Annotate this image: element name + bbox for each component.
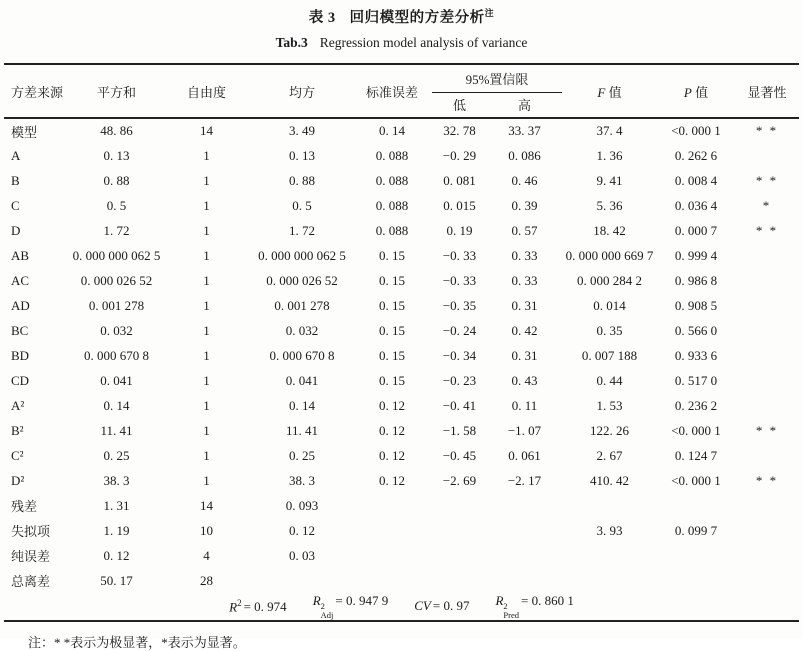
cell-std-err: 0. 15: [379, 297, 405, 313]
cell-df: 1: [203, 247, 210, 263]
cell-significance: * *: [755, 472, 779, 488]
cell-ci-low: −0. 29: [442, 147, 477, 163]
cell-df: 14: [200, 497, 213, 513]
header-ci-high: 高: [517, 98, 531, 114]
cell-ci-low: −0. 35: [442, 297, 477, 313]
cell-ci-high: [487, 543, 562, 568]
cell-mean-sq: 3. 49: [289, 123, 315, 138]
model-fit-stats-row: [4, 593, 799, 621]
cell-source: D: [11, 222, 21, 238]
cell-p-value: 0. 008 4: [674, 172, 718, 188]
cell-sum-sq: 0. 13: [103, 147, 130, 163]
cell-sum-sq: 0. 001 278: [88, 297, 145, 313]
cell-significance: [735, 318, 799, 343]
cell-ci-high: [487, 493, 562, 518]
cell-f-value: 0. 000 000 669 7: [565, 247, 654, 263]
header-significance: 显著性: [747, 84, 787, 100]
cell-sum-sq: 11. 41: [100, 422, 133, 438]
cell-f-value: 122. 26: [590, 422, 629, 438]
cell-ci-low: [432, 493, 487, 518]
cell-ci-low: [432, 543, 487, 568]
cell-ci-high: 0. 33: [511, 272, 538, 288]
cell-std-err: [352, 543, 432, 568]
cell-f-value: [562, 568, 657, 593]
cell-ci-low: [432, 518, 487, 543]
table-row: [4, 193, 799, 218]
table-header: [4, 64, 799, 118]
cell-significance: [735, 343, 799, 368]
cell-ci-low: −0. 33: [442, 272, 477, 288]
cell-f-value: [562, 493, 657, 518]
cell-df: 1: [203, 472, 210, 488]
header-f-value: [562, 64, 657, 118]
cell-ci-low: 32. 78: [443, 123, 476, 138]
cell-ci-low: 0. 081: [443, 172, 476, 188]
table-title-zh: [0, 0, 803, 27]
cell-std-err: 0. 12: [379, 447, 405, 463]
table-row: [4, 543, 799, 568]
cell-ci-low: [432, 568, 487, 593]
cell-significance: [735, 143, 799, 168]
cell-f-value: 1. 36: [596, 147, 623, 163]
cell-significance: [735, 568, 799, 593]
cell-f-value: 37. 4: [596, 123, 623, 138]
cell-significance: * *: [755, 172, 779, 188]
table-row: [4, 293, 799, 318]
cell-std-err: 0. 15: [379, 322, 405, 338]
cell-significance: *: [762, 197, 772, 213]
cell-df: 1: [203, 397, 210, 413]
cell-ci-low: 0. 015: [443, 197, 476, 213]
cell-std-err: [352, 568, 432, 593]
cell-p-value: [657, 493, 735, 518]
cell-std-err: 0. 12: [379, 397, 405, 413]
cell-source: D²: [11, 472, 25, 488]
cell-source: 失拟项: [11, 524, 51, 539]
table-footer: [4, 593, 799, 621]
table-number-zh: 表 3: [308, 10, 336, 26]
cell-f-value: 5. 36: [596, 197, 623, 213]
cell-p-value: 0. 236 2: [674, 397, 718, 413]
cell-p-value: 0. 999 4: [674, 247, 718, 263]
cell-p-value: <0. 000 1: [671, 123, 721, 138]
fit-stat: $R^2 = 0$. 974: [229, 597, 287, 615]
cell-std-err: 0. 14: [379, 123, 405, 138]
cell-df: 1: [203, 372, 210, 388]
cell-sum-sq: 0. 14: [103, 397, 130, 413]
cell-sum-sq: 38. 3: [103, 472, 130, 488]
cell-mean-sq: 0. 000 026 52: [266, 272, 338, 288]
cell-source: C: [11, 197, 20, 213]
cell-p-value: 0. 566 0: [674, 322, 718, 338]
p-symbol: P: [683, 84, 692, 100]
cell-sum-sq: 0. 5: [106, 197, 127, 213]
cell-std-err: 0. 15: [379, 347, 405, 363]
cell-df: 1: [203, 297, 210, 313]
table-row: [4, 268, 799, 293]
cell-df: 1: [203, 322, 210, 338]
cell-std-err: 0. 088: [375, 147, 409, 163]
cell-df: 1: [203, 272, 210, 288]
cell-source: B: [11, 172, 20, 188]
cell-mean-sq: 0. 041: [285, 372, 319, 388]
cell-significance: [735, 443, 799, 468]
cell-sum-sq: 0. 000 000 062 5: [72, 247, 161, 263]
cell-p-value: 0. 933 6: [674, 347, 718, 363]
cell-significance: [735, 493, 799, 518]
cell-f-value: 0. 007 188: [581, 347, 638, 363]
cell-ci-high: 0. 086: [508, 147, 541, 163]
cell-df: 1: [203, 422, 210, 438]
cell-f-value: 3. 93: [596, 522, 623, 538]
cell-source: 残差: [11, 499, 38, 514]
cell-ci-low: 0. 19: [446, 222, 473, 238]
fit-stat: CV = 0. 97: [414, 598, 470, 614]
cell-source: A²: [11, 397, 25, 413]
fit-stat: R 2 Pred = 0. 860 1: [495, 593, 574, 620]
table-row: [4, 368, 799, 393]
cell-sum-sq: 0. 000 670 8: [84, 347, 149, 363]
table-row: [4, 118, 799, 143]
cell-f-value: 18. 42: [593, 222, 626, 238]
table-row: [4, 168, 799, 193]
cell-p-value: <0. 000 1: [671, 422, 721, 438]
table-row: [4, 343, 799, 368]
cell-df: 1: [203, 347, 210, 363]
cell-ci-high: 0. 31: [511, 347, 538, 363]
header-mean-sq: 均方: [288, 84, 315, 100]
cell-ci-low: −0. 33: [442, 247, 477, 263]
fit-stat: R 2 Adj = 0. 947 9: [312, 593, 389, 620]
f-label-rest: 值: [605, 84, 622, 100]
table-row: [4, 318, 799, 343]
table-title-text-zh: 回归模型的方差分析: [349, 10, 485, 26]
cell-significance: [735, 368, 799, 393]
cell-sum-sq: 0. 000 026 52: [80, 272, 153, 288]
cell-std-err: 0. 088: [375, 197, 409, 213]
table-row: [4, 143, 799, 168]
cell-ci-high: 0. 31: [511, 297, 538, 313]
cell-significance: * *: [755, 422, 779, 438]
cell-df: 1: [203, 172, 210, 188]
cell-source: 总离差: [11, 574, 51, 589]
cell-std-err: 0. 15: [379, 272, 405, 288]
cell-mean-sq: 38. 3: [289, 472, 315, 488]
cell-source: C²: [11, 447, 24, 463]
cell-source: CD: [11, 372, 30, 388]
cell-ci-high: 33. 37: [508, 123, 541, 138]
cell-p-value: <0. 000 1: [671, 472, 721, 488]
cell-mean-sq: 0. 03: [289, 547, 315, 563]
cell-p-value: 0. 000 7: [674, 222, 718, 238]
cell-df: 1: [203, 197, 210, 213]
cell-std-err: 0. 15: [379, 247, 405, 263]
cell-df: 1: [203, 147, 210, 163]
cell-mean-sq: 11. 41: [285, 422, 319, 438]
cell-sum-sq: 1. 19: [103, 522, 130, 538]
cell-sum-sq: 48. 86: [100, 123, 133, 138]
cell-ci-low: −0. 24: [442, 322, 477, 338]
cell-df: 1: [203, 447, 210, 463]
cell-f-value: 410. 42: [590, 472, 629, 488]
cell-p-value: 0. 124 7: [674, 447, 718, 463]
cell-ci-high: [487, 568, 562, 593]
cell-ci-high: [487, 518, 562, 543]
cell-ci-high: 0. 42: [511, 322, 538, 338]
cell-std-err: 0. 15: [379, 372, 405, 388]
cell-mean-sq: 0. 032: [285, 322, 319, 338]
cell-std-err: 0. 12: [379, 472, 405, 488]
cell-ci-low: −1. 58: [442, 422, 477, 438]
cell-mean-sq: 0. 14: [289, 397, 315, 413]
table-row: [4, 518, 799, 543]
cell-significance: * *: [755, 222, 779, 238]
cell-mean-sq: 0. 12: [289, 522, 315, 538]
model-fit-stats: [4, 593, 799, 620]
cell-mean-sq: 0. 5: [292, 197, 312, 213]
cell-significance: [735, 243, 799, 268]
cell-f-value: 1. 53: [596, 397, 623, 413]
table-footnote: 注：* *表示为极显著，*表示为显著。: [28, 634, 246, 650]
cell-significance: [735, 293, 799, 318]
cell-df: 10: [200, 522, 213, 538]
cell-ci-high: 0. 39: [511, 197, 538, 213]
cell-source: AC: [11, 272, 30, 288]
cell-f-value: 9. 41: [596, 172, 623, 188]
cell-source: 纯误差: [11, 549, 51, 564]
table-title-text-en: Regression model analysis of variance: [319, 35, 528, 50]
cell-significance: * *: [755, 123, 779, 138]
cell-significance: [735, 393, 799, 418]
cell-std-err: 0. 12: [379, 422, 405, 438]
cell-sum-sq: 50. 17: [100, 572, 133, 588]
cell-ci-low: −0. 34: [442, 347, 477, 363]
cell-sum-sq: 0. 25: [103, 447, 130, 463]
cell-mean-sq: 0. 000 000 062 5: [258, 247, 346, 263]
cell-significance: [735, 518, 799, 543]
table-row: [4, 218, 799, 243]
cell-p-value: 0. 986 8: [674, 272, 718, 288]
anova-table: [4, 63, 799, 622]
table-row: [4, 568, 799, 593]
cell-p-value: [657, 543, 735, 568]
cell-ci-low: −0. 23: [442, 372, 477, 388]
header-source: 方差来源: [11, 84, 64, 100]
cell-p-value: 0. 517 0: [674, 372, 718, 388]
f-symbol: F: [597, 84, 606, 100]
cell-ci-high: 0. 061: [508, 447, 541, 463]
cell-sum-sq: 0. 88: [103, 172, 130, 188]
cell-f-value: 0. 44: [596, 372, 623, 388]
cell-p-value: [657, 568, 735, 593]
cell-ci-low: −0. 45: [442, 447, 477, 463]
cell-f-value: 0. 014: [593, 297, 626, 313]
cell-p-value: 0. 099 7: [674, 522, 718, 538]
cell-mean-sq: 0. 000 670 8: [269, 347, 335, 363]
header-std-err: 标准误差: [365, 84, 418, 100]
cell-source: 模型: [11, 124, 38, 140]
cell-f-value: 0. 000 284 2: [577, 272, 642, 288]
cell-ci-high: 0. 46: [511, 172, 538, 188]
table-row: [4, 418, 799, 443]
cell-std-err: [352, 518, 432, 543]
cell-significance: [735, 268, 799, 293]
table-number-en: Tab.3: [275, 35, 308, 50]
cell-mean-sq: [252, 568, 352, 593]
cell-ci-high: 0. 33: [511, 247, 538, 263]
title-footnote-superscript: 注: [484, 8, 495, 19]
table-body: [4, 118, 799, 593]
cell-ci-high: 0. 57: [511, 222, 538, 238]
cell-ci-high: 0. 43: [511, 372, 538, 388]
cell-source: AB: [11, 247, 30, 263]
cell-mean-sq: 0. 88: [289, 172, 315, 188]
cell-sum-sq: 0. 032: [100, 322, 133, 338]
cell-f-value: 2. 67: [596, 447, 623, 463]
header-ci-group: 95%置信限: [432, 64, 562, 92]
table-row: [4, 393, 799, 418]
cell-df: 28: [200, 572, 213, 588]
cell-mean-sq: 0. 093: [285, 497, 319, 513]
cell-f-value: [562, 543, 657, 568]
cell-p-value: 0. 262 6: [674, 147, 718, 163]
cell-source: BC: [11, 322, 29, 338]
cell-ci-high: 0. 11: [511, 397, 538, 413]
cell-ci-high: −1. 07: [507, 422, 542, 438]
table-title-en: [0, 35, 803, 51]
table-row: [4, 443, 799, 468]
header-ci-low: 低: [452, 98, 466, 114]
cell-std-err: [352, 493, 432, 518]
cell-sum-sq: 0. 12: [103, 547, 130, 563]
header-p-value: [657, 64, 735, 118]
table-row: [4, 243, 799, 268]
cell-source: AD: [11, 297, 30, 313]
cell-sum-sq: 1. 31: [103, 497, 130, 513]
cell-std-err: 0. 088: [375, 172, 409, 188]
cell-std-err: 0. 088: [375, 222, 409, 238]
table-row: [4, 468, 799, 493]
cell-df: 4: [203, 547, 210, 563]
p-label-rest: 值: [691, 84, 709, 100]
cell-mean-sq: 1. 72: [289, 222, 315, 238]
cell-ci-high: −2. 17: [507, 472, 542, 488]
cell-df: 14: [200, 123, 213, 138]
cell-source: BD: [11, 347, 30, 363]
cell-mean-sq: 0. 25: [289, 447, 315, 463]
table-row: [4, 493, 799, 518]
cell-source: B²: [11, 422, 24, 438]
cell-mean-sq: 0. 13: [289, 147, 315, 163]
header-sum-sq: 平方和: [96, 84, 136, 100]
cell-sum-sq: 1. 72: [103, 222, 130, 238]
cell-p-value: 0. 908 5: [674, 297, 718, 313]
cell-p-value: 0. 036 4: [674, 197, 718, 213]
cell-significance: [735, 543, 799, 568]
cell-ci-low: −0. 41: [442, 397, 477, 413]
header-df: 自由度: [186, 84, 226, 100]
cell-ci-low: −2. 69: [442, 472, 477, 488]
cell-sum-sq: 0. 041: [100, 372, 133, 388]
cell-mean-sq: 0. 001 278: [274, 297, 330, 313]
cell-source: A: [11, 147, 21, 163]
cell-df: 1: [203, 222, 210, 238]
cell-f-value: 0. 35: [596, 322, 623, 338]
